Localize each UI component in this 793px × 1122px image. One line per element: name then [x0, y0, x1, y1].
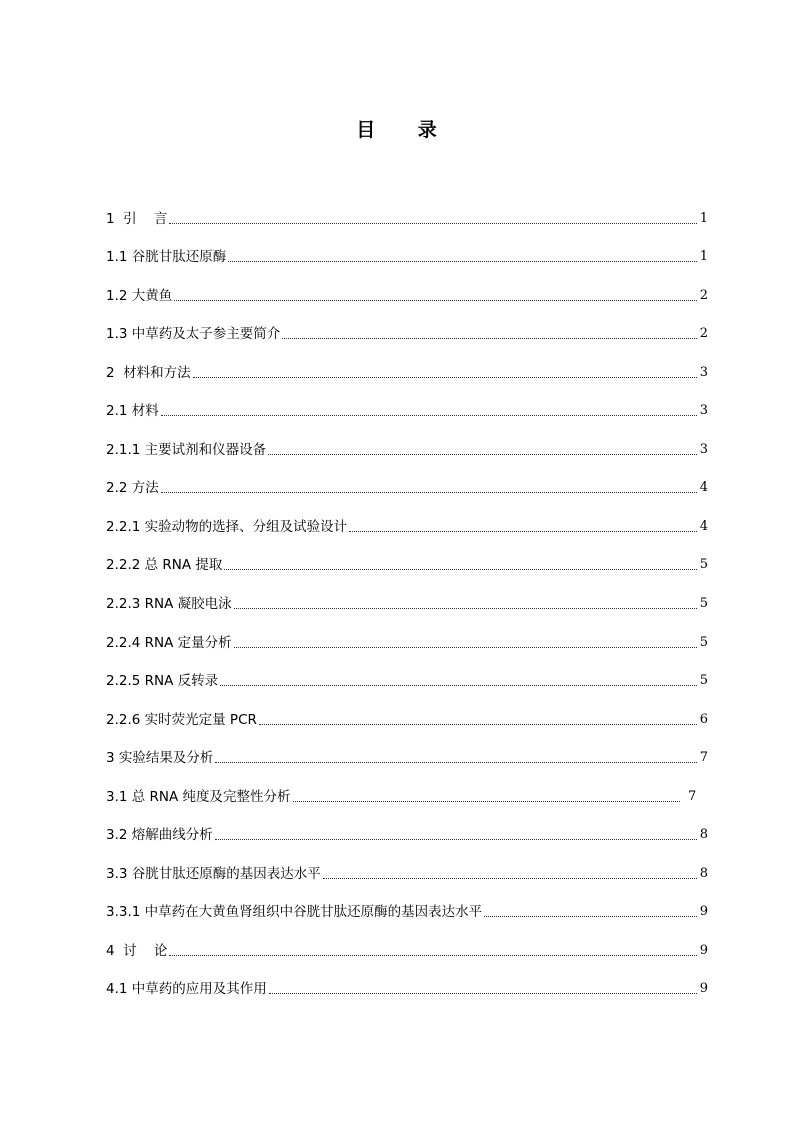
toc-entry-2-2[interactable]	[106, 460, 708, 499]
dot-leader	[215, 762, 697, 763]
toc-entry-page: 9	[699, 942, 708, 958]
toc-entry-1-3[interactable]	[106, 306, 708, 345]
toc-title: 目 录	[356, 119, 455, 141]
toc-entry-label: 3.1 总 RNA 纯度及完整性分析	[106, 788, 291, 805]
dot-leader	[323, 878, 697, 879]
toc-entry-3[interactable]	[106, 730, 708, 769]
toc-entry-label: 4.1 中草药的应用及其作用	[106, 981, 267, 998]
toc-entry-page: 2	[699, 287, 708, 303]
toc-entry-2-1-1[interactable]	[106, 421, 708, 460]
toc-entry-page: 7	[688, 788, 697, 804]
toc-entry-page: 9	[699, 904, 708, 920]
toc-entry-label: 3.3 谷胱甘肽还原酶的基因表达水平	[106, 865, 321, 882]
toc-entry-page: 5	[699, 596, 708, 612]
dot-leader	[215, 839, 697, 840]
toc-entry-page: 1	[699, 249, 708, 265]
toc-entry-page: 3	[699, 403, 708, 419]
dot-leader	[220, 685, 697, 686]
toc-entry-label: 1.3 中草药及太子参主要简介	[106, 326, 281, 343]
toc-entry-label: 2.2.4 RNA 定量分析	[106, 634, 232, 651]
toc-entry-page: 5	[699, 634, 708, 650]
toc-entry-1-2[interactable]	[106, 267, 708, 306]
dot-leader	[234, 608, 697, 609]
toc-entry-label: 4 讨 论	[106, 942, 168, 959]
toc-entry-label: 2.1.1 主要试剂和仪器设备	[106, 441, 267, 458]
toc-entry-label: 3 实验结果及分析	[106, 750, 214, 767]
table-of-contents	[106, 190, 708, 999]
toc-entry-label: 2.2.2 总 RNA 提取	[106, 557, 223, 574]
dot-leader	[282, 338, 697, 339]
dot-leader	[161, 415, 697, 416]
dot-leader	[169, 223, 697, 224]
toc-entry-3-1[interactable]	[106, 768, 708, 807]
dot-leader	[161, 492, 697, 493]
toc-entry-page: 2	[699, 326, 708, 342]
toc-entry-label: 3.3.1 中草药在大黄鱼肾组织中谷胱甘肽还原酶的基因表达水平	[106, 904, 483, 921]
toc-entry-label: 2.2 方法	[106, 480, 159, 497]
toc-entry-label: 2.1 材料	[106, 403, 159, 420]
toc-entry-1[interactable]	[106, 190, 708, 229]
toc-entry-page: 4	[699, 480, 708, 496]
toc-entry-2-2-1[interactable]	[106, 498, 708, 537]
toc-entry-3-3-1[interactable]	[106, 884, 708, 923]
toc-entry-2-2-5[interactable]	[106, 653, 708, 692]
toc-entry-2-2-3[interactable]	[106, 575, 708, 614]
toc-entry-2-2-4[interactable]	[106, 614, 708, 653]
dot-leader	[228, 261, 697, 262]
dot-leader	[169, 955, 697, 956]
dot-leader	[349, 531, 697, 532]
toc-entry-page: 8	[699, 865, 708, 881]
toc-entry-3-2[interactable]	[106, 807, 708, 846]
toc-entry-page: 9	[699, 981, 708, 997]
toc-entry-label: 1 引 言	[106, 210, 168, 227]
toc-entry-4-1[interactable]	[106, 961, 708, 1000]
toc-entry-label: 2.2.3 RNA 凝胶电泳	[106, 596, 232, 613]
dot-leader	[234, 647, 697, 648]
toc-entry-page: 6	[699, 711, 708, 727]
toc-entry-2[interactable]	[106, 344, 708, 383]
dot-leader	[293, 801, 680, 802]
toc-entry-label: 1.1 谷胱甘肽还原酶	[106, 249, 227, 266]
toc-entry-1-1[interactable]	[106, 229, 708, 268]
dot-leader	[484, 916, 697, 917]
toc-entry-page: 4	[699, 518, 708, 534]
toc-entry-2-2-2[interactable]	[106, 537, 708, 576]
dot-leader	[269, 993, 697, 994]
toc-entry-page: 8	[699, 827, 708, 843]
toc-entry-label: 2.2.1 实验动物的选择、分组及试验设计	[106, 518, 348, 535]
dot-leader	[193, 377, 697, 378]
toc-entry-3-3[interactable]	[106, 845, 708, 884]
toc-entry-page: 3	[699, 441, 708, 457]
toc-entry-label: 3.2 熔解曲线分析	[106, 827, 213, 844]
toc-entry-label: 2.2.5 RNA 反转录	[106, 673, 219, 690]
toc-entry-4[interactable]	[106, 922, 708, 961]
toc-entry-page: 7	[699, 750, 708, 766]
toc-entry-page: 5	[699, 673, 708, 689]
toc-entry-2-1[interactable]	[106, 383, 708, 422]
dot-leader	[259, 724, 697, 725]
toc-entry-page: 5	[699, 557, 708, 573]
toc-entry-2-2-6[interactable]	[106, 691, 708, 730]
toc-entry-page: 1	[699, 210, 708, 226]
toc-entry-page: 3	[699, 364, 708, 380]
toc-entry-label: 2 材料和方法	[106, 364, 191, 381]
dot-leader	[174, 300, 697, 301]
dot-leader	[224, 569, 697, 570]
toc-entry-label: 1.2 大黄鱼	[106, 287, 173, 304]
dot-leader	[268, 454, 697, 455]
toc-entry-label: 2.2.6 实时荧光定量 PCR	[106, 711, 257, 728]
